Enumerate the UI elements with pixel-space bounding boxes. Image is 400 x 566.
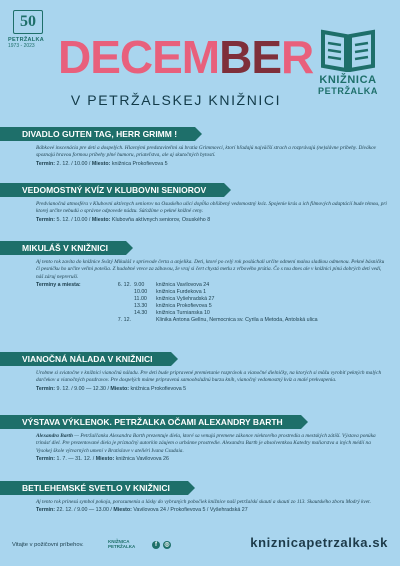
anniversary-years: 1973 - 2023 (8, 43, 35, 49)
anniversary-name: PETRŽALKA (8, 37, 45, 43)
schedule-row (36, 317, 388, 324)
term-label: Termín: (36, 385, 56, 392)
website-link[interactable]: kniznicapetrzalka.sk (250, 535, 388, 550)
event-heading-text: DIVADLO GUTEN TAG, HERR GRIMM ! (22, 129, 178, 139)
event-heading (0, 183, 224, 197)
event-description: Bábkové inscenácia pre deti a dospelých. Hlavnými predstaviteľmi sú bratia Grimmovci, ktorí hľadajú najväčší strach a rozprávajú (ne)slávne príbehy. Divákov spoznajú hravou formou príbehy plné humoru, priateľstva, ale aj skutočných bytostí. (36, 145, 377, 159)
place-value: Vavilovova 24 / Prokofievova 5 / Vyšehradská 27 (133, 507, 248, 514)
title-part-2: BE (219, 31, 282, 83)
schedule-date (108, 289, 134, 296)
header (0, 0, 400, 120)
event-meta (0, 455, 400, 463)
event-description: Urobme si sviatočne v knižnici vianočnú náladu. Pre deti bude pripravené premietanie rozprávok a vianočné dielničky, na ktorých si môžu vyrobiť pekných malých darčekov a vianočných pozdravov. Pre dospelých máme pripravenú samoobslužnú burzu kníh, vianočný vedomostný kvíz a malé prekvapenia. (36, 370, 382, 384)
schedule-row (36, 310, 388, 317)
page-title (58, 31, 314, 83)
title-part-3: R (281, 31, 314, 83)
schedule-row (36, 296, 388, 303)
event-heading-text: MIKULÁŠ V KNIŽNICI (22, 243, 108, 253)
mini-logo-line-1: KNIŽNICA (108, 539, 130, 544)
schedule-date (108, 296, 134, 303)
event-section (0, 478, 400, 515)
event-section (0, 180, 400, 224)
event-heading (0, 415, 301, 429)
event-description-text: Petržalčanka Alexandra Barth prezentuje diela, ktoré sa venujú premene zákonov niektorého prostredia a mestských zátiší. Výstava ponúka trinásť diel. Pre prezentované diela je príznačný autorkin záujem o urbánne prostredie. Alexandra Barth je absolventkou Katedry maliarstva a iných médií na Vysokej škole výtvarných umení v Bratislave v ateliéri Ivana Csudaia. (36, 433, 376, 454)
artist-name: Alexandra Barth (36, 433, 73, 439)
schedule-label: Termíny a miesta: (36, 281, 81, 288)
schedule-time: 14.30 (134, 309, 148, 316)
term-label: Termín: (36, 160, 56, 167)
footer (0, 530, 400, 566)
term-label: Termín: (36, 455, 56, 462)
anniversary-logo (8, 10, 48, 49)
event-section (0, 349, 400, 393)
schedule-row (36, 289, 388, 296)
schedule-row (36, 303, 388, 310)
event-heading-text: VEDOMOSTNÝ KVÍZ V KLUBOVNI SENIOROV (22, 185, 207, 195)
footer-message: Vitajte v požičovni príbehov. (12, 542, 84, 548)
place-label: Miesto: (110, 385, 129, 392)
place-label: Miesto: (113, 507, 132, 514)
event-heading (0, 127, 195, 141)
open-book-icon (319, 26, 377, 72)
event-heading-text: VIANOČNÁ NÁLADA V KNIŽNICI (22, 354, 153, 364)
place-value: knižnica Prokofievova 5 (130, 385, 187, 392)
schedule-time: 13.30 (134, 302, 148, 309)
schedule-time: 10.00 (134, 288, 148, 295)
event-heading (0, 481, 188, 495)
event-description: Alexandra Barth — Petržalčanka Alexandra Barth prezentuje diela, ktoré sa venujú premene zákonov niektorého prostredia a mestských zátiší. Výstava ponúka trinásť diel. Pre prezentované diela je príznačný autorkin záujem o urbánne prostredie. Alexandra Barth je absolventkou Katedry maliarstva a iných médií na Vysokej škole výtvarných umení v Bratislave v ateliéri Ivana Csudaia. (36, 433, 376, 454)
anniversary-number: 50 (13, 10, 43, 34)
schedule-time (134, 317, 156, 324)
page-subtitle: V PETRŽALSKEJ KNIŽNICI (70, 92, 282, 108)
event-description: Predvianočná atmosféra v Klubovni aktívnych seniorov na Osuského ulici dopĺňa obľúbený vedomostný kvíz. Spojenie krás a ich filmových adaptácií bude témou, pri ktorej určite nebudú o správne odpovede núdzu. Súťažíme o pekné knižné ceny. (36, 201, 387, 215)
schedule-time: 9.00 (134, 281, 145, 288)
event-description: Aj tento rok zavíta do knižnice Svätý Mikuláš v sprievode čerta a anjelika. Deti, ktoré po celý rok poslúchali určite odmení malou sladkou odmenou. Pekné básničku či pesničku ho určite veľmi potešia. Z hudobné vrece za zábavou, že vraj si čert chystá metlu z vŕbového prútia. Čo s tou dnes ale v knižnici pínú dobrých detí vedí, náš záruj nepreruší. (36, 259, 385, 280)
term-value: 1. 7. — 31. 12. / (56, 455, 95, 462)
place-value: knižnica Vavilovova 26 (115, 455, 169, 462)
event-section (0, 412, 400, 463)
instagram-icon[interactable]: ◎ (164, 542, 170, 548)
facebook-icon[interactable]: f (152, 541, 160, 549)
schedule-place: knižnica Vyšehradská 27 (156, 295, 215, 302)
event-meta (0, 506, 400, 514)
place-value: Klubovňa aktívnych seniorov, Osuského 8 (111, 216, 211, 223)
term-value: 2. 12. / 10.00 (56, 160, 88, 167)
brand-logo (308, 26, 388, 96)
schedule-date (108, 303, 134, 310)
term-label: Termín: (36, 507, 56, 514)
schedule-place: knižnica Furdekova 1 (156, 288, 207, 295)
schedule-place: knižnica Turnianska 10 (156, 309, 210, 316)
event-meta: Termín: 9. 12. / 9.00 — 12.30 / Miesto: knižnica Prokofievova 5 (36, 385, 187, 392)
event-meta: Termín: 5. 12. / 10.00 / Miesto: Klubovňa aktívnych seniorov, Osuského 8 (36, 216, 211, 223)
brand-line-2: PETRŽALKA (318, 86, 378, 96)
term-value: 22. 12. / 9.00 — 13.00 / (56, 507, 112, 514)
schedule-place: knižnica Vavilovova 24 (156, 281, 210, 288)
place-value: knižnica Prokofievova 5 (111, 160, 168, 167)
event-heading (0, 352, 171, 366)
event-schedule (0, 281, 400, 324)
place-label: Miesto: (91, 160, 111, 167)
term-value: 9. 12. / 9.00 — 12.30 (56, 385, 106, 392)
schedule-date (108, 310, 134, 317)
title-part-1: DECEM (58, 31, 220, 83)
term-label: Termín: (36, 216, 56, 223)
event-heading-text: VÝSTAVA VÝKLENOK. PETRŽALKA OČAMI ALEXANDRY BARTH (22, 417, 283, 427)
event-meta: Termín: 2. 12. / 10.00 / Miesto: knižnica Prokofievova 5 (36, 160, 168, 167)
place-label: Miesto: (91, 216, 111, 223)
schedule-date: 7. 12. (117, 316, 131, 323)
schedule-place: knižnica Prokofievova 5 (156, 302, 212, 309)
schedule-date: 6. 12. (117, 281, 131, 288)
event-description: Aj tento rok prinesú symbol pokoja, porozumenia a lásky do vybraných pobočiek knižnice naši petržalskí skauti a skauti zo 113. Skautského zboru Modrý kvet. (36, 499, 371, 505)
place-label: Miesto: (95, 455, 115, 462)
event-section (0, 238, 400, 324)
event-section (0, 124, 400, 168)
mini-logo-line-2: PETRŽALKA (108, 544, 136, 549)
term-value: 5. 12. / 10.00 (56, 216, 88, 223)
footer-mini-logo (108, 539, 135, 549)
schedule-row (36, 282, 388, 289)
schedule-place: Klinika Antona Gellnu, Nemocnica sv. Cyrila a Metoda, Antolská ulica (156, 316, 318, 323)
schedule-time: 11.00 (134, 295, 147, 302)
event-heading (0, 241, 126, 255)
event-heading-text: BETLEHEMSKÉ SVETLO V KNIŽNICI (22, 483, 170, 493)
brand-line-1: KNIŽNICA (319, 74, 377, 86)
